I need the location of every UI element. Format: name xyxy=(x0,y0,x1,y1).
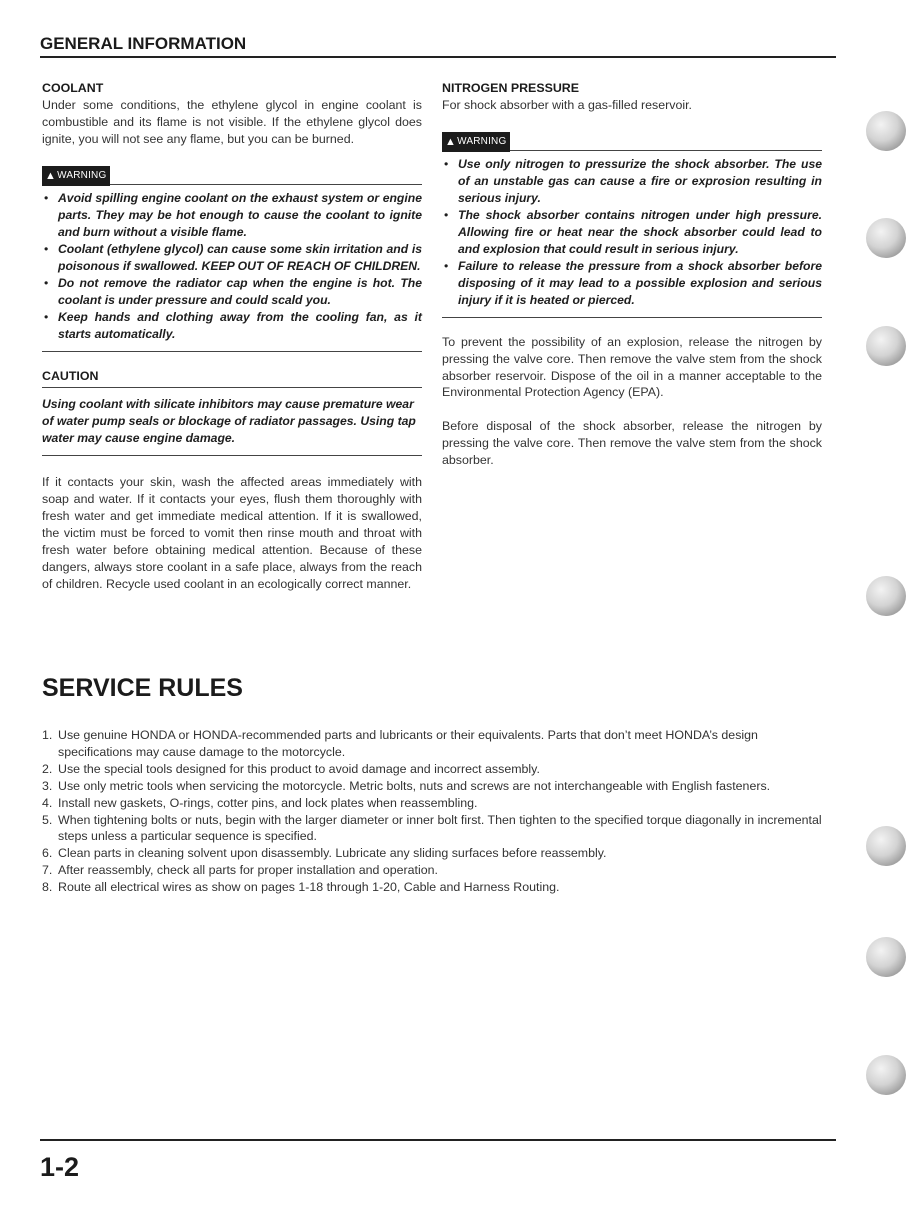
rule-text: Use genuine HONDA or HONDA-recommended parts and lubricants or their equivalents. Parts that don’t meet HONDA’s design specifications may cause damage to the motorcycle. xyxy=(58,728,758,759)
list-item xyxy=(42,778,832,795)
coolant-warning-header xyxy=(42,166,422,186)
punch-hole xyxy=(866,1055,906,1095)
punch-hole xyxy=(866,576,906,616)
nitrogen-title: NITROGEN PRESSURE xyxy=(442,81,580,95)
warning-triangle-icon: ▲ xyxy=(445,135,457,148)
caution-block xyxy=(42,368,422,457)
rule-text: After reassembly, check all parts for proper installation and operation. xyxy=(58,863,438,878)
page-header-title: GENERAL INFORMATION xyxy=(40,34,247,53)
list-item xyxy=(42,795,832,812)
coolant-first-aid: If it contacts your skin, wash the affected areas immediately with soap and water. If it contacts your eyes, flush them thoroughly with fresh water and get immediate medical attention. If it is swallowed, the victim must be forced to vomit then rinse mouth and throat with fresh water before obtaining medical attention. Because of these dangers, always store coolant in a safe place, always from the reach of children. Recycle used coolant in an ecologically correct manner. xyxy=(42,475,422,591)
nitrogen-column xyxy=(442,80,822,469)
warning-rule xyxy=(110,184,422,185)
nitrogen-paragraph-2: Before disposal of the shock absorber, release the nitrogen by pressing the valve core. Then remove the valve stem from the shock absorber. xyxy=(442,419,822,468)
coolant-intro: Under some conditions, the ethylene glycol in engine coolant is combustible and its flame is not visible. If the ethylene glycol does ignite, you will not see any flame, but you can be burned. xyxy=(42,97,422,146)
punch-hole xyxy=(866,218,906,258)
rule-number: 3. xyxy=(42,778,53,793)
warning-triangle-icon: ▲ xyxy=(45,169,57,182)
list-item: • Avoid spilling engine coolant on the exhaust system or engine parts. They may be hot enough to cause the coolant to ignite and burn without a visible flame. xyxy=(42,190,422,241)
rule-text: Use the special tools designed for this product to avoid damage and incorrect assembly. xyxy=(58,761,540,776)
punch-hole xyxy=(866,937,906,977)
coolant-warning-list xyxy=(42,190,422,343)
list-item xyxy=(42,761,832,778)
list-item: • The shock absorber contains nitrogen under high pressure. Allowing fire or heat near the shock absorber could lead to and explosion that could result in serious injury. xyxy=(442,207,822,258)
list-item xyxy=(42,879,832,896)
rule-number: 4. xyxy=(42,795,53,810)
coolant-column xyxy=(42,80,422,593)
warning-end-rule xyxy=(42,351,422,352)
rule-number: 6. xyxy=(42,846,53,861)
list-item xyxy=(42,845,832,862)
rule-text: Clean parts in cleaning solvent upon disassembly. Lubricate any sliding surfaces before reassembly. xyxy=(58,846,607,861)
rule-number: 5. xyxy=(42,812,53,827)
nitrogen-warning-header xyxy=(442,132,822,152)
list-item xyxy=(42,812,832,846)
service-rules-title: SERVICE RULES xyxy=(42,674,243,702)
rule-number: 7. xyxy=(42,863,53,878)
rule-number: 1. xyxy=(42,728,53,742)
list-item: • Coolant (ethylene glycol) can cause some skin irritation and is poisonous if swallowed. KEEP OUT OF REACH OF CHILDREN. xyxy=(42,241,422,275)
header-rule xyxy=(40,56,836,58)
rule-number: 8. xyxy=(42,880,53,895)
rule-text: Route all electrical wires as show on pages 1-18 through 1-20, Cable and Harness Routing. xyxy=(58,880,560,895)
warning-badge: ▲ WARNING xyxy=(442,132,510,152)
caution-title: CAUTION xyxy=(42,368,422,389)
nitrogen-paragraph-1: To prevent the possibility of an explosion, release the nitrogen by pressing the valve core. Then remove the valve stem from the shock absorber reservoir. Dispose of the oil in a manner acceptable to the Environmental Protection Agency (EPA). xyxy=(442,334,822,400)
punch-hole xyxy=(866,111,906,151)
coolant-title: COOLANT xyxy=(42,81,104,95)
list-item: • Keep hands and clothing away from the cooling fan, as it starts automatically. xyxy=(42,309,422,343)
warning-rule xyxy=(510,150,822,151)
list-item: • Do not remove the radiator cap when the engine is hot. The coolant is under pressure and could scald you. xyxy=(42,275,422,309)
rule-number: 2. xyxy=(42,761,53,776)
list-item: • Use only nitrogen to pressurize the shock absorber. The use of an unstable gas can cause a fire or exprosion resulting in serious injury. xyxy=(442,156,822,207)
nitrogen-warning-list xyxy=(442,156,822,309)
nitrogen-intro: For shock absorber with a gas-filled reservoir. xyxy=(442,97,692,112)
punch-hole xyxy=(866,826,906,866)
page-number: 1-2 xyxy=(40,1152,80,1182)
footer-rule xyxy=(40,1139,836,1141)
caution-text: Using coolant with silicate inhibitors may cause premature wear of water pump seals or blockage of radiator passages. Using tap water may cause engine damage. xyxy=(42,397,416,446)
list-item xyxy=(42,862,832,879)
service-rules-list xyxy=(42,727,832,896)
list-item: • Failure to release the pressure from a shock absorber before disposing of it may lead to a possible explosion and serious injury if it is heated or pierced. xyxy=(442,258,822,309)
rule-text: Use only metric tools when servicing the motorcycle. Metric bolts, nuts and screws are not interchangeable with English fasteners. xyxy=(58,778,771,793)
rule-text: When tightening bolts or nuts, begin with the larger diameter or inner bolt first. Then tighten to the specified torque diagonally in incremental steps unless a particular sequence is specified. xyxy=(58,812,822,844)
list-item xyxy=(42,727,832,761)
punch-hole xyxy=(866,326,906,366)
warning-badge: ▲ WARNING xyxy=(42,166,110,186)
rule-text: Install new gaskets, O-rings, cotter pins, and lock plates when reassembling. xyxy=(58,795,478,810)
